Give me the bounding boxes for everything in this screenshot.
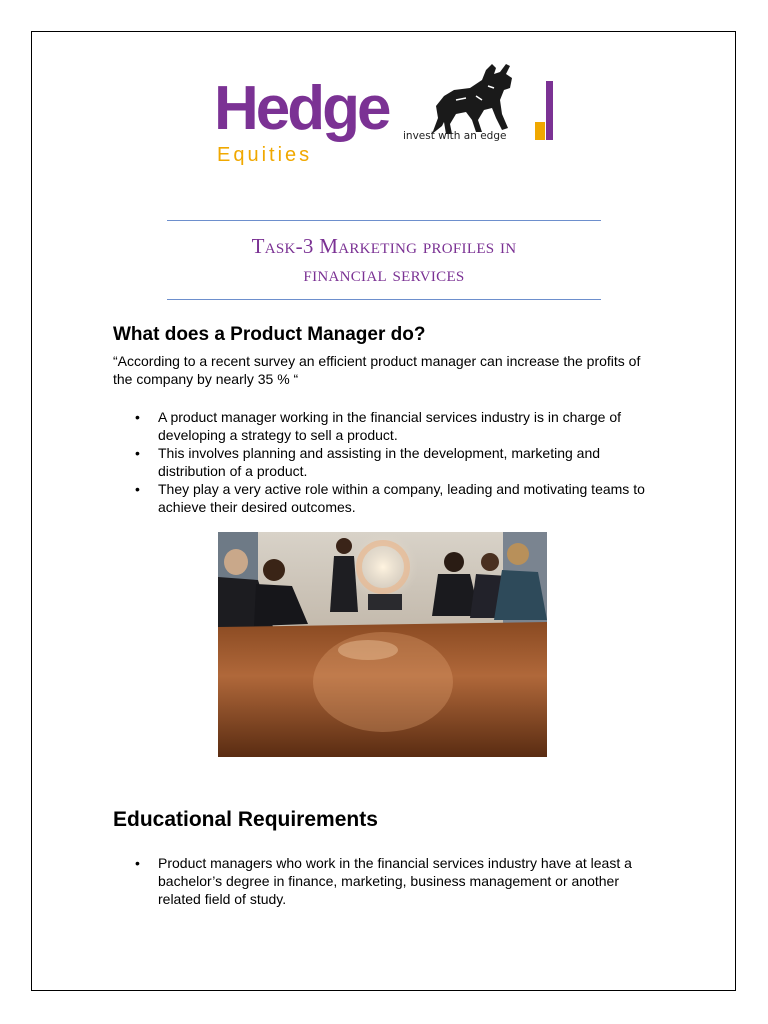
document-title [167, 232, 601, 288]
hedge-equities-logo [214, 60, 554, 170]
title-line-1: Task-3 Marketing profiles in [251, 234, 517, 258]
list-item-text: They play a very active role within a company, leading and motivating teams to achieve their desired outcomes. [158, 481, 645, 515]
list-item [113, 408, 658, 444]
bullet-icon: • [135, 409, 140, 425]
list-item [113, 480, 658, 516]
education-list [113, 854, 658, 908]
title-line-2: financial services [303, 262, 465, 286]
growth-bars-icon [517, 79, 553, 142]
bullet-icon: • [135, 481, 140, 497]
bullet-icon: • [135, 855, 140, 871]
list-item [113, 444, 658, 480]
list-item-text: Product managers who work in the financial services industry have at least a bachelor’s degree in finance, marketing, business management or another related field of study. [158, 855, 632, 907]
logo-tagline: invest with an edge [403, 130, 507, 142]
list-item-text: This involves planning and assisting in the development, marketing and distribution of a product. [158, 445, 601, 479]
logo-subtitle: Equities [217, 144, 313, 166]
list-item [113, 854, 658, 908]
product-manager-list [113, 408, 658, 516]
section-heading-educational-requirements: Educational Requirements [113, 808, 378, 831]
meeting-photo [218, 532, 547, 757]
bull-icon [426, 60, 520, 136]
logo-brand: Hedge [214, 74, 389, 143]
title-rule-bottom [167, 299, 601, 300]
bullet-icon: • [135, 445, 140, 461]
list-item-text: A product manager working in the financial services industry is in charge of developing a strategy to sell a product. [158, 409, 622, 443]
section-heading-product-manager: What does a Product Manager do? [113, 324, 426, 345]
survey-quote: “According to a recent survey an efficient product manager can increase the profits of the company by nearly 35 % “ [113, 353, 641, 387]
title-rule-top [167, 220, 601, 221]
